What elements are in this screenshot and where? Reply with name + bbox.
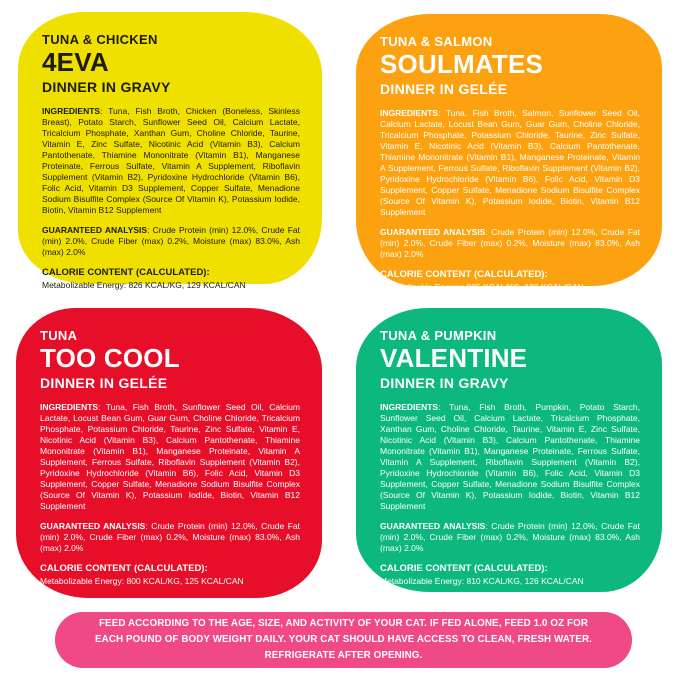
guaranteed-analysis-text: GUARANTEED ANALYSIS: Crude Protein (min) 12.0%, Crude Fat (min) 2.0%, Crude Fiber (max) 0.2%, Moisture (max) 83.0%, Ash (max) 2.0%: [42, 225, 300, 258]
feeding-instructions-banner: [55, 612, 632, 668]
ingredients-label: INGREDIENTS: [42, 105, 101, 116]
calorie-content-value: Metabolizable Energy: 800 KCAL/KG, 125 KCAL/CAN: [40, 575, 244, 586]
ingredients-label: INGREDIENTS: [40, 401, 99, 412]
product-name: SOULMATES: [380, 49, 544, 80]
product-name: 4EVA: [42, 47, 109, 78]
guaranteed-analysis-label: GUARANTEED ANALYSIS: [380, 227, 486, 238]
product-name: VALENTINE: [380, 343, 528, 374]
ingredients-label: INGREDIENTS: [380, 401, 439, 412]
guaranteed-analysis-text: GUARANTEED ANALYSIS: Crude Protein (min) 12.0%, Crude Fat (min) 2.0%, Crude Fiber (max) 0.2%, Moisture (max) 83.0%, Ash (max) 2.0%: [380, 521, 641, 554]
guaranteed-analysis-label: GUARANTEED ANALYSIS: [42, 225, 148, 236]
calorie-content-label: CALORIE CONTENT (CALCULATED):: [380, 563, 548, 575]
product-card-4eva: [18, 12, 322, 290]
calorie-content-value: Metabolizable Energy: 826 KCAL/KG, 129 KCAL/CAN: [42, 279, 246, 290]
calorie-content-label: CALORIE CONTENT (CALCULATED):: [380, 269, 548, 281]
product-flavor: TUNA & PUMPKIN: [380, 328, 497, 343]
guaranteed-analysis-text: GUARANTEED ANALYSIS: Crude Protein (min) 12.0%, Crude Fat (min) 2.0%, Crude Fiber (max) 0.2%, Moisture (max) 83.0%, Ash (max) 2.0%: [40, 521, 301, 554]
guaranteed-analysis-label: GUARANTEED ANALYSIS: [380, 521, 486, 532]
ingredients-text: INGREDIENTS: Tuna, Fish Broth, Pumpkin, Potato Starch, Sunflower Seed Oil, Calcium Lactate, Tricalcium Phosphate, Xanthan Gum, Choline Chloride, Taurine, Vitamin E, Zinc Sulfate, Nicotinic Acid (Vitamin B3), Calcium Pantothenate, Thiamine Mononitrate (Vitamin B1), Manganese Proteinate, Ferrous Sulfate, Vitamin A Supplement, Riboflavin Supplement (Vitamin B2), Pyridoxine Hydrochloride (Vitamin B6), Folic Acid, Vitamin D3 Supplement, Copper Sulfate, Menadione Sodium Bisulfite Complex (Source Of Vitamin K), Potassium Iodide, Biotin, Vitamin B12 Supplement: [380, 401, 640, 512]
product-style: DINNER IN GELÉE: [380, 80, 508, 97]
calorie-content-value: Metabolizable Energy: 810 KCAL/KG, 126 KCAL/CAN: [380, 575, 584, 586]
guaranteed-analysis-text: GUARANTEED ANALYSIS: Crude Protein (min) 12.0%, Crude Fat (min) 2.0%, Crude Fiber (max) 0.2%, Moisture (max) 83.0%, Ash (max) 2.0%: [380, 227, 641, 260]
ingredients-text: INGREDIENTS: Tuna, Fish Broth, Sunflower Seed Oil, Calcium Lactate, Locust Bean Gum, Guar Gum, Choline Chloride, Tricalcium Phosphate, Potassium Chloride, Taurine, Zinc Sulfate, Vitamin E, Nicotinic Acid (Vitamin B3), Calcium Pantothenate, Thiamine Mononitrate (Vitamin B1), Manganese Proteinate, Vitamin A Supplement, Ferrous Sulfate, Riboflavin Supplement (Vitamin B2), Pyridoxine Hydrochloride (Vitamin B6), Folic Acid, Vitamin D3 Supplement, Copper Sulfate, Menadione Sodium Bisulfite Complex (Source Of Vitamin K), Potassium Iodide, Biotin, Vitamin B12 Supplement: [40, 401, 300, 512]
guaranteed-analysis-label: GUARANTEED ANALYSIS: [40, 521, 146, 532]
product-name: TOO COOL: [40, 343, 180, 374]
product-card-valentine: [356, 308, 662, 592]
feeding-instructions-text: FEED ACCORDING TO THE AGE, SIZE, AND ACTIVITY OF YOUR CAT. IF FED ALONE, FEED 1.0 OZ FOR EACH POUND OF BODY WEIGHT DAILY. YOUR CAT SHOULD HAVE ACCESS TO CLEAN, FRESH WATER. REFRIGERATE AFTER OPENING.: [95, 618, 592, 661]
product-card-soulmates: [356, 14, 662, 292]
calorie-content-value: Metabolizable Energy: 805 KCAL/KG, 126 KCAL/CAN: [380, 281, 584, 292]
ingredients-text: INGREDIENTS: Tuna, Fish Broth, Salmon, Sunflower Seed Oil, Calcium Lactate, Locust Bean Gum, Guar Gum, Choline Chloride, Tricalcium Phosphate, Potassium Chloride, Taurine, Zinc Sulfate, Vitamin E, Nicotinic Acid (Vitamin B3), Calcium Pantothenate, Thiamine Mononitrate (Vitamin B1), Manganese Proteinate, Vitamin A Supplement, Ferrous Sulfate, Riboflavin Supplement (Vitamin B2), Pyridoxine Hydrochloride (Vitamin B6), Folic Acid, Vitamin D3 Supplement, Copper Sulfate, Menadione Sodium Bisulfite Complex (Source Of Vitamin K), Potassium Iodide, Biotin, Vitamin B12 Supplement: [380, 107, 640, 218]
product-flavor: TUNA & CHICKEN: [42, 32, 158, 47]
calorie-content-label: CALORIE CONTENT (CALCULATED):: [40, 563, 208, 575]
product-card-too-cool: [16, 308, 322, 598]
calorie-content-label: CALORIE CONTENT (CALCULATED):: [42, 267, 210, 279]
product-style: DINNER IN GRAVY: [380, 374, 509, 391]
product-flavor: TUNA: [40, 328, 78, 343]
product-style: DINNER IN GELÉE: [40, 374, 168, 391]
ingredients-label: INGREDIENTS: [380, 107, 439, 118]
product-style: DINNER IN GRAVY: [42, 78, 171, 95]
product-flavor: TUNA & SALMON: [380, 34, 493, 49]
ingredients-text: INGREDIENTS: Tuna, Fish Broth, Chicken (Boneless, Skinless Breast), Potato Starch, Sunflower Seed Oil, Calcium Lactate, Tricalcium Phosphate, Xanthan Gum, Choline Chloride, Taurine, Vitamin E, Zinc Sulfate, Nicotinic Acid (Vitamin B3), Calcium Pantothenate, Thiamine Mononitrate (Vitamin B1), Manganese Proteinate, Ferrous Sulfate, Vitamin A Supplement, Riboflavin Supplement (Vitamin B2), Pyridoxine Hydrochloride (Vitamin B6), Folic Acid, Vitamin D3 Supplement, Copper Sulfate, Menadione Sodium Bisulfite Complex (Source Of Vitamin K), Potassium Iodide, Biotin, Vitamin B12 Supplement: [42, 105, 300, 216]
